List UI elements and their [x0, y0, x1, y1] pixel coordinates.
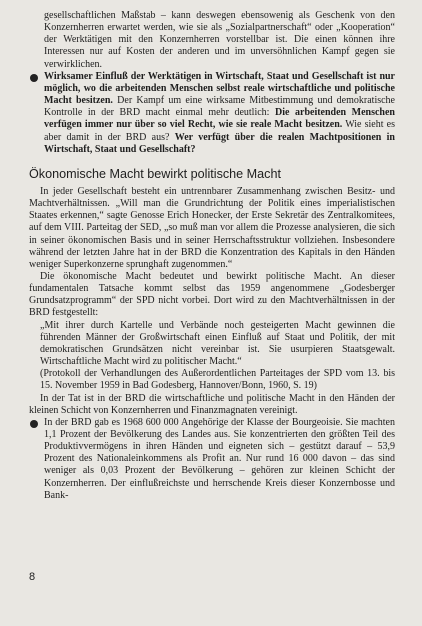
block-quote: „Mit ihrer durch Kartelle und Verbände noch gesteigerten Macht gewinnen die führenden Männer der Großwirtschaft einen Einfluß auf Staat und Politik, der mit demokratischen Grundsätzen nicht vereinbar ist. Sie usurpieren Staatsgewalt. Wirtschaftliche Macht wird zu politischer Macht.“ [40, 319, 395, 368]
quote-source: (Protokoll der Verhandlungen des Außerordentlichen Parteitages der SPD vom 13. bis 15. November 1959 in Bad Godesberg, Hannover/Bonn, 1960, S. 19) [40, 368, 395, 392]
bullet-2-text: In der BRD gab es 1968 600 000 Angehörige der Klasse der Bourgeoisie. Sie machten 1,1 Prozent der Bevölkerung des Landes aus. Sie konzentrierten den größten Teil des Produktivvermögens in ihren Händen und eigneten sich – gestützt darauf – 53,9 Prozent des Nationaleinkommens als Profit an. Nur rund 16 000 davon – das sind weniger als 0,03 Prozent der Bevölkerung – gehören zur kleinen Schicht der Konzernherren. Der einflußreichste und herrschende Kreis dieser Konzernbosse und Bank- [44, 416, 395, 501]
intro-paragraph: gesellschaftlichen Maßstab – kann deswegen ebensowenig als Geschenk von den Konzernherren erwartet werden, wie sie als „Sozialpartnerschaft“ oder „Kooperation“ der Werktätigen mit den Konzernherren vorstellbar ist. Die einen können ihre Interessen nur auf Kosten der anderen und im unversöhnlichen Kampf gegen sie verwirklichen. [44, 10, 395, 70]
bullet-1-text [44, 71, 395, 156]
paragraph-2: Die ökonomische Macht bedeutet und bewirkt politische Macht. An dieser fundamentalen Tatsache kommt selbst das 1959 angenommene „Godesberger Grundsatzprogramm“ der SPD nicht vorbei. Dort wird zu den Machtverhältnissen in der BRD festgestellt: [29, 270, 395, 319]
bullet-1-lead: Wirksamer Einfluß der Werktätigen in Wirtschaft, Staat und Gesellschaft ist nur möglich, wo die arbeitenden Menschen selbst reale wirtschaftliche und politische Macht besitzen. [44, 70, 395, 107]
bullet-item-1 [29, 71, 395, 156]
paragraph-1: In jeder Gesellschaft besteht ein untrennbarer Zusammenhang zwischen Besitz- und Machtverhältnissen. „Will man die Grundrichtung der Politik eines imperialistischen Staates erkennen,“ sagte Genosse Erich Honecker, der Erste Sekretär des Zentralkomitees, auf dem VIII. Parteitag der SED, „so muß man vor allem die Prozesse analysieren, die sich in seiner ökonomischen Basis und in seiner Herrschaftsstruktur vollziehen. Insbesondere während der letzten Jahre hat in der BRD die Konzentration des Kapitals in den Händen weniger Superkonzerne sprunghaft zugenommen.“ [29, 185, 395, 270]
bullet-1-tail: Wie sieht es aber damit in der BRD aus? [44, 119, 395, 143]
section-heading: Ökonomische Macht bewirkt politische Macht [29, 166, 281, 181]
bullet-icon [30, 74, 38, 82]
paragraph-3: In der Tat ist in der BRD die wirtschaftliche und politische Macht in den Händen der kleinen Schicht von Konzernherren und Finanzmagnaten vereinigt. [29, 392, 395, 416]
bullet-1-body: Der Kampf um eine wirksame Mitbestimmung und demokratische Kontrolle in der BRD macht einmal mehr deutlich: [44, 95, 395, 119]
bullet-1-question: Wer verfügt über die realen Machtpositionen in Wirtschaft, Staat und Gesellschaft? [44, 131, 395, 155]
bullet-item-2 [29, 417, 395, 502]
bullet-icon [30, 420, 38, 428]
bullet-1-emphasis: Die arbeitenden Menschen verfügen immer nur über so viel Recht, wie sie reale Macht besitzen. [44, 107, 395, 131]
page-number: 8 [29, 571, 36, 583]
